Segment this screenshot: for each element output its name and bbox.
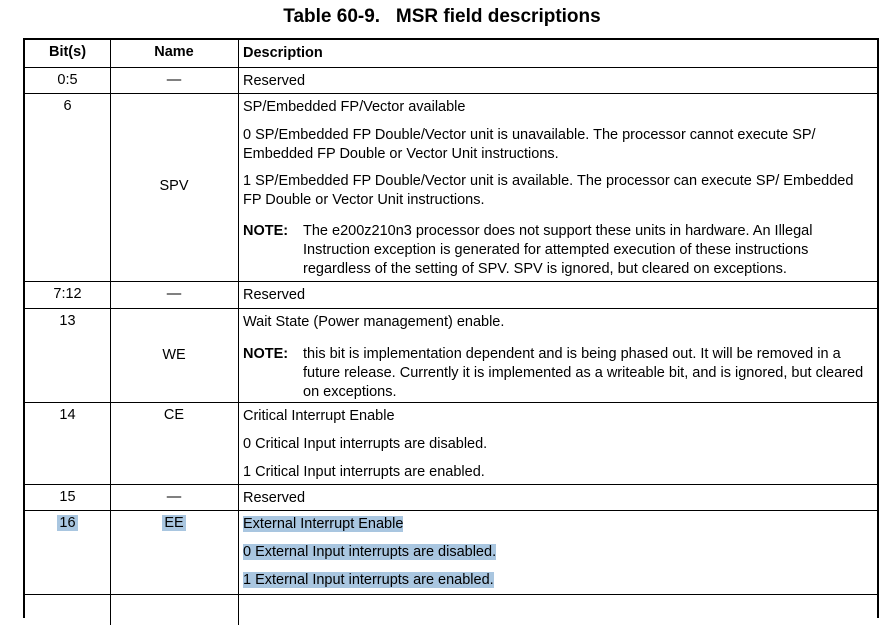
bit-cell: 16 bbox=[59, 515, 76, 531]
note-text: this bit is implementation dependent and is being phased out. It will be removed in a future release. Currently it is implemented as a writeable bit, and is ignored, but cleared on exceptions. bbox=[303, 346, 864, 400]
table-row bbox=[25, 281, 877, 309]
note-label: NOTE: bbox=[243, 346, 289, 362]
description-text: 1 SP/Embedded FP Double/Vector unit is available. The processor can execute SP/ Embedded FP Double or Vector Unit instructions. bbox=[243, 173, 854, 208]
bit-cell: 0:5 bbox=[57, 72, 78, 88]
description-text: SP/Embedded FP/Vector available bbox=[243, 99, 466, 115]
description-text: Reserved bbox=[243, 490, 306, 506]
description-text: 0 SP/Embedded FP Double/Vector unit is unavailable. The processor cannot execute SP/ Embedded FP Double or Vector Unit instructions. bbox=[243, 127, 816, 162]
table-title: Table 60-9. MSR field descriptions bbox=[283, 6, 601, 27]
header-description: Description bbox=[243, 45, 323, 61]
description-text: 1 Critical Input interrupts are enabled. bbox=[243, 464, 485, 480]
description-text: Reserved bbox=[243, 73, 306, 89]
table-row bbox=[25, 484, 877, 511]
header-name: Name bbox=[154, 44, 194, 60]
bit-cell: 6 bbox=[63, 98, 72, 114]
description-text: External Interrupt Enable bbox=[243, 516, 404, 532]
table-row-partial bbox=[25, 594, 877, 625]
table-row bbox=[25, 67, 877, 94]
name-cell: — bbox=[166, 72, 182, 88]
bit-cell: 7:12 bbox=[53, 286, 82, 302]
description-text: Reserved bbox=[243, 287, 306, 303]
name-cell: — bbox=[166, 286, 182, 302]
table-row-selected bbox=[25, 510, 877, 595]
header-bits: Bit(s) bbox=[48, 44, 87, 60]
table-row bbox=[25, 402, 877, 485]
bit-cell: 15 bbox=[59, 489, 76, 505]
bit-cell: 13 bbox=[59, 313, 76, 329]
name-cell: EE bbox=[164, 515, 184, 531]
name-cell: WE bbox=[162, 347, 186, 363]
name-cell: CE bbox=[163, 407, 185, 423]
description-text: 0 Critical Input interrupts are disabled. bbox=[243, 436, 488, 452]
bit-cell: 14 bbox=[59, 407, 76, 423]
table-header-row bbox=[25, 40, 877, 67]
name-cell: SPV bbox=[159, 178, 189, 194]
msr-field-table bbox=[23, 38, 879, 618]
table-row bbox=[25, 93, 877, 282]
description-text: Critical Interrupt Enable bbox=[243, 408, 395, 424]
name-cell: — bbox=[166, 489, 182, 505]
description-text: 0 External Input interrupts are disabled. bbox=[243, 544, 497, 560]
note-text: The e200z210n3 processor does not support these units in hardware. An Illegal Instruction exception is generated for attempted execution of these instructions regardless of the setting of SPV. SPV is ignored, but cleared on exceptions. bbox=[303, 223, 813, 277]
note-label: NOTE: bbox=[243, 223, 289, 239]
description-text: Wait State (Power management) enable. bbox=[243, 314, 505, 330]
description-text: 1 External Input interrupts are enabled. bbox=[243, 572, 494, 588]
table-row bbox=[25, 308, 877, 403]
